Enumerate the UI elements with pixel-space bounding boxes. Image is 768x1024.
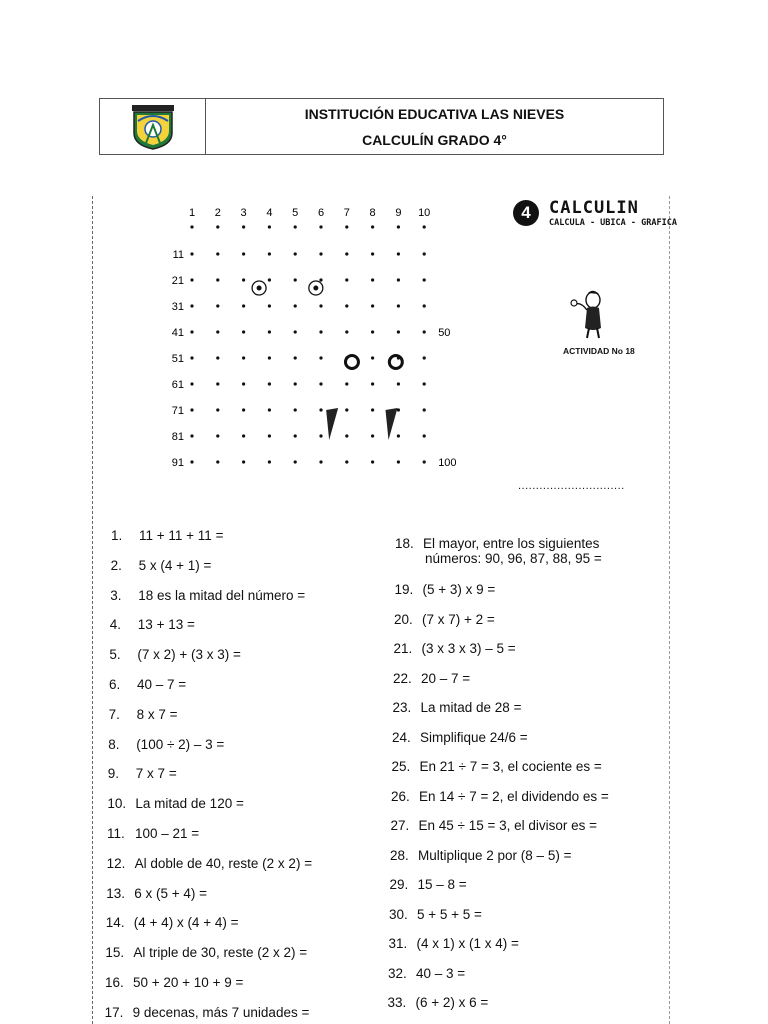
grid-dot [397, 408, 400, 411]
question-text: Simplifique 24/6 = [420, 729, 528, 745]
question-number: 2. [110, 557, 122, 573]
question-text: La mitad de 120 = [135, 796, 244, 812]
grid-dot [190, 434, 193, 437]
grid-side-label: 100 [438, 457, 457, 469]
question-item [393, 700, 522, 715]
question-item [389, 907, 482, 922]
ring-shape [345, 356, 358, 369]
grid-dot [294, 278, 297, 281]
grid-dot [294, 460, 297, 463]
question-item [108, 737, 224, 752]
question-item [395, 582, 496, 597]
grid-dot [371, 304, 374, 307]
grid-dot [216, 434, 219, 437]
grid-dot [397, 278, 400, 281]
grid-dot [345, 225, 348, 228]
grid-dot [345, 304, 348, 307]
question-number: 21. [393, 641, 413, 656]
question-item [390, 848, 571, 863]
calculin-brand [513, 198, 677, 232]
grid-dot [423, 304, 426, 307]
grid-side-label: 50 [438, 327, 451, 339]
grid-dot [190, 225, 193, 228]
grid-dot [242, 304, 245, 307]
question-number: 22. [393, 670, 412, 686]
question-item [110, 588, 305, 603]
question-number: 28. [390, 847, 409, 863]
grid-dot [423, 252, 426, 255]
question-item [393, 671, 470, 686]
question-item [391, 789, 609, 804]
grid-dot [216, 225, 219, 228]
question-text: 50 + 20 + 10 + 9 = [133, 975, 244, 990]
question-item [388, 966, 465, 981]
question-item [108, 766, 177, 781]
grid-dot [268, 434, 271, 437]
grid-dot [319, 330, 322, 333]
question-item [110, 617, 195, 632]
question-text: (3 x 3 x 3) – 5 = [421, 641, 516, 656]
question-text: (4 x 1) x (1 x 4) = [416, 936, 519, 951]
grid-dot [242, 408, 245, 411]
question-number: 17. [104, 1004, 124, 1020]
question-text: 8 x 7 = [136, 706, 178, 722]
question-text: (7 x 7) + 2 = [422, 611, 495, 627]
question-item [111, 528, 223, 543]
question-item [392, 759, 602, 774]
question-text: 11 + 11 + 11 = [139, 528, 224, 543]
grid-dot [371, 330, 374, 333]
grid-dot [397, 330, 400, 333]
question-item [107, 796, 243, 811]
question-item [106, 886, 207, 901]
grid-dot [190, 278, 193, 281]
question-text: 13 + 13 = [137, 617, 195, 633]
grid-row-label: 11 [172, 249, 184, 261]
question-text: Al doble de 40, reste (2 x 2) = [134, 855, 313, 871]
question-number: 31. [388, 936, 408, 951]
grid-dot [345, 278, 348, 281]
grid-dot [242, 356, 245, 359]
question-text: 18 es la mitad del número = [138, 587, 306, 603]
worksheet [92, 196, 677, 1024]
grid-dot [242, 278, 245, 281]
grid-dot [294, 434, 297, 437]
grid-dot [190, 408, 193, 411]
grid-dot [345, 252, 348, 255]
grid-dot [268, 460, 271, 463]
question-text: (7 x 2) + (3 x 3) = [137, 647, 241, 663]
grid-col-label: 7 [343, 207, 350, 219]
grid-dot [423, 278, 426, 281]
grid-col-label: 8 [369, 207, 376, 219]
grid-dot [371, 252, 374, 255]
grid-dot [242, 460, 245, 463]
grid-dot [294, 382, 297, 385]
question-number: 23. [392, 700, 412, 715]
grid-dot [423, 330, 426, 333]
question-number: 5. [109, 647, 121, 663]
grid-dot [371, 460, 374, 463]
question-number: 19. [394, 582, 414, 597]
grid-dot [294, 356, 297, 359]
grid-dot [397, 252, 400, 255]
signature-line: .............................. [518, 480, 625, 492]
question-item [388, 995, 489, 1010]
grid-col-label: 5 [292, 207, 299, 219]
question-text: (100 ÷ 2) – 3 = [136, 736, 225, 752]
question-text: 15 – 8 = [417, 877, 467, 892]
question-number: 25. [391, 759, 411, 774]
question-item [395, 536, 602, 566]
grid-dot [345, 460, 348, 463]
grid-row-label: 41 [171, 327, 184, 339]
question-item [391, 818, 598, 833]
question-number: 6. [109, 677, 121, 692]
document-subtitle: CALCULÍN GRADO 4° [362, 131, 507, 148]
question-number: 29. [389, 877, 409, 892]
grid-dot [268, 408, 271, 411]
question-item [389, 936, 519, 951]
question-text: En 21 ÷ 7 = 3, el cociente es = [419, 759, 602, 774]
grid-dot [319, 434, 322, 437]
grid-dot [268, 252, 271, 255]
grid-dot [242, 225, 245, 228]
grid-dot [397, 304, 400, 307]
grid-dot [242, 382, 245, 385]
question-text: (4 + 4) x (4 + 4) = [133, 915, 239, 931]
grid-dot [216, 382, 219, 385]
eye-pupil [257, 286, 262, 291]
question-item [105, 975, 243, 990]
question-text: 6 x (5 + 4) = [134, 885, 207, 901]
question-number: 26. [391, 788, 410, 804]
question-item [105, 945, 307, 960]
grid-dot [397, 460, 400, 463]
grid-row-label: 71 [171, 405, 184, 417]
question-text-continued: números: 90, 96, 87, 88, 95 = [425, 551, 602, 566]
question-item [109, 677, 186, 692]
grid-dot [294, 408, 297, 411]
grid-dot [423, 460, 426, 463]
question-item [394, 612, 495, 627]
grid-dot [345, 330, 348, 333]
question-text: (6 + 2) x 6 = [415, 995, 489, 1010]
grid-dot [319, 278, 322, 281]
grid-dot [216, 278, 219, 281]
grid-row-label: 81 [171, 431, 184, 443]
grid-col-label: 3 [240, 207, 247, 219]
question-number: 10. [107, 796, 127, 812]
question-number: 33. [387, 995, 407, 1010]
question-number: 30. [389, 906, 408, 922]
brand-subtitle: CALCULA - UBICA - GRAFICA [549, 218, 677, 228]
grid-dot [423, 356, 426, 359]
grid-dot [345, 408, 348, 411]
mascot-icon [567, 288, 617, 340]
grid-dot [371, 434, 374, 437]
grid-dot [190, 356, 193, 359]
question-text: 5 x (4 + 1) = [138, 557, 212, 573]
question-item [390, 877, 467, 892]
question-number: 1. [111, 528, 123, 543]
grid-dot [268, 304, 271, 307]
institution-name: INSTITUCIÓN EDUCATIVA LAS NIEVES [304, 105, 565, 122]
activity-label: ACTIVIDAD No 18 [563, 346, 635, 356]
grid-dot [190, 460, 193, 463]
grid-dot [423, 434, 426, 437]
grid-dot [371, 225, 374, 228]
grid-dot [371, 278, 374, 281]
question-number: 7. [108, 706, 120, 722]
question-item [111, 558, 212, 573]
grid-dot [216, 252, 219, 255]
question-number: 24. [392, 729, 411, 745]
question-text: 5 + 5 + 5 = [417, 906, 482, 922]
grid-row-label: 51 [171, 353, 184, 365]
question-text: En 45 ÷ 15 = 3, el divisor es = [418, 818, 598, 833]
question-text: 9 decenas, más 7 unidades = [132, 1004, 310, 1020]
question-item [105, 1005, 310, 1020]
question-number: 3. [110, 587, 122, 603]
badge-number: 4 [513, 200, 539, 226]
question-item [107, 856, 312, 871]
grid-row-label: 91 [171, 457, 184, 469]
grid-col-label: 9 [395, 207, 402, 219]
grid-dot [268, 382, 271, 385]
grid-dot [216, 304, 219, 307]
grid-dot [345, 434, 348, 437]
grid-dot [319, 304, 322, 307]
grid-col-label: 1 [188, 207, 196, 219]
question-item [392, 730, 528, 745]
question-text: 7 x 7 = [135, 766, 177, 782]
grid-dot [397, 225, 400, 228]
question-number: 32. [388, 965, 407, 981]
question-number: 9. [107, 766, 120, 782]
grid-dot [190, 252, 193, 255]
grid-dot [242, 434, 245, 437]
question-text: 40 – 3 = [416, 965, 466, 981]
question-text: Multiplique 2 por (8 – 5) = [418, 847, 572, 863]
grid-dot [216, 460, 219, 463]
grid-dot [294, 252, 297, 255]
question-text: Al triple de 30, reste (2 x 2) = [133, 945, 308, 961]
question-text: La mitad de 28 = [420, 700, 522, 715]
grid-dot [294, 304, 297, 307]
grid-col-label: 10 [418, 207, 431, 219]
school-logo [100, 99, 206, 154]
question-number: 11. [107, 826, 125, 841]
brand-title: CALCULIN [549, 198, 639, 218]
grid-dot [371, 408, 374, 411]
question-text: 100 – 21 = [135, 826, 200, 841]
grid-dot [216, 330, 219, 333]
grid-dot [319, 382, 322, 385]
question-number: 14. [105, 915, 125, 931]
question-item [109, 647, 241, 662]
question-number: 27. [390, 818, 410, 833]
grid-dot [190, 382, 193, 385]
question-text: (5 + 3) x 9 = [422, 582, 496, 597]
question-number: 16. [105, 975, 124, 990]
school-crest-icon [128, 103, 178, 151]
grid-col-label: 2 [214, 207, 221, 219]
grid-row-label: 61 [171, 379, 184, 391]
grid-col-label: 4 [266, 207, 273, 219]
question-text: El mayor, entre los siguientes [423, 536, 600, 551]
grid-row-label: 31 [171, 301, 184, 313]
grid-dot [242, 330, 245, 333]
grid-dot [268, 278, 271, 281]
ring-shape [389, 356, 402, 369]
grid-dot [423, 382, 426, 385]
grid-dot [371, 382, 374, 385]
grid-dot [190, 330, 193, 333]
grid-dot [345, 382, 348, 385]
grid-row-label: 21 [171, 275, 184, 287]
grid-dot [423, 408, 426, 411]
grid-dot [268, 225, 271, 228]
grid-dot [268, 356, 271, 359]
question-number: 13. [106, 885, 125, 901]
question-number: 15. [105, 945, 125, 961]
header-table [99, 98, 664, 155]
grid-dot [190, 304, 193, 307]
question-number: 4. [109, 617, 122, 633]
grid-dot [216, 408, 219, 411]
grid-dot [319, 356, 322, 359]
grid-dot [294, 330, 297, 333]
grid-dot [397, 382, 400, 385]
question-item [109, 707, 178, 722]
question-number: 20. [394, 611, 413, 627]
fang-shape [326, 408, 338, 440]
question-item [107, 826, 199, 841]
grid-dot [423, 225, 426, 228]
fang-shape [386, 408, 398, 440]
question-text: En 14 ÷ 7 = 2, el dividendo es = [419, 788, 609, 804]
question-number: 18. [395, 536, 414, 551]
grid-dot [319, 460, 322, 463]
question-number: 8. [108, 736, 120, 752]
grid-dot [319, 408, 322, 411]
grid-dot [242, 252, 245, 255]
question-item [394, 641, 516, 656]
question-item [106, 915, 239, 930]
grid-dot [268, 330, 271, 333]
grid-dot [371, 356, 374, 359]
grid-col-label: 6 [317, 207, 325, 219]
grid-dot [319, 225, 322, 228]
grid-dot [319, 252, 322, 255]
eye-pupil [313, 286, 318, 291]
grid-dot [294, 225, 297, 228]
question-number: 12. [106, 855, 126, 871]
question-text: 40 – 7 = [137, 677, 187, 692]
question-text: 20 – 7 = [421, 670, 471, 686]
grid-dot [397, 434, 400, 437]
grid-dot [216, 356, 219, 359]
